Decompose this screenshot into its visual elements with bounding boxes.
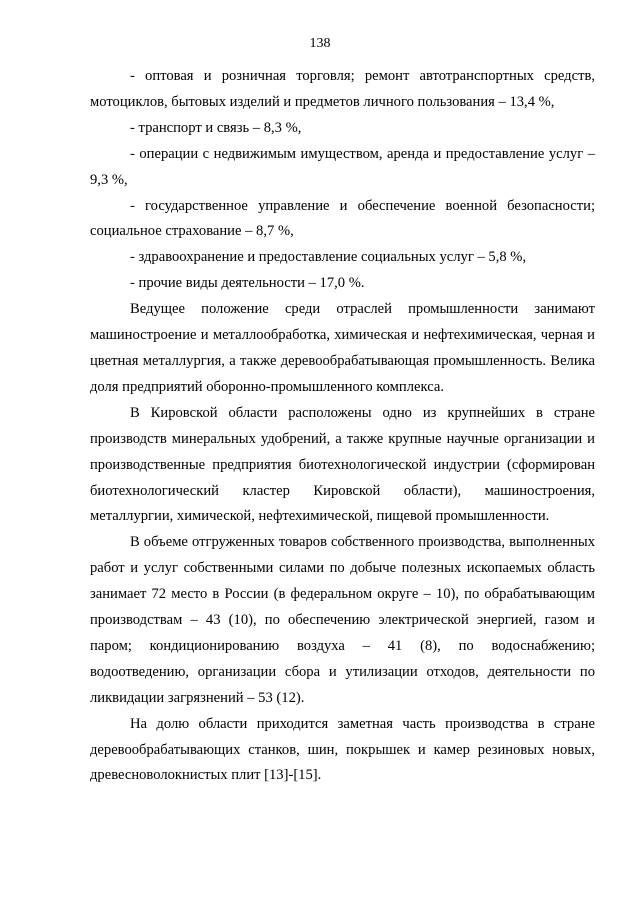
list-item-other-activities: - прочие виды деятельности – 17,0 %. <box>130 275 365 292</box>
paragraph-shipped-goods: В объеме отгруженных товаров собственного производства, выполненных работ и услуг собственными силами по добыче полезных ископаемых область занимает 72 место в России (в федеральном округе – 10), по обрабатывающим производствам – 43 (10), по обеспечению электрической энергией, газом и паром; кондиционированию воздуха – 41 (8), по водоснабжению; водоотведению, организации сбора и утилизации отходов, деятельности по ликвидации загрязнений – 53 (12). <box>90 534 595 706</box>
paragraph-leading-industries: Ведущее положение среди отраслей промышленности занимают машиностроение и металлообработка, химическая и нефтехимическая, черная и цветная металлургия, а также деревообрабатывающая промышленность. Велика доля предприятий оборонно-промышленного комплекса. <box>90 301 595 395</box>
list-item-real-estate: - операции с недвижимым имуществом, аренда и предоставление услуг – 9,3 %, <box>90 145 595 188</box>
paragraph-production-share: На долю области приходится заметная часть производства в стране деревообрабатывающих станков, шин, покрышек и камер резиновых новых, древесноволокнистых плит [13]-[15]. <box>90 715 595 784</box>
list-item-healthcare: - здравоохранение и предоставление социальных услуг – 5,8 %, <box>130 249 527 266</box>
paragraph-kirov-region: В Кировской области расположены одно из крупнейших в стране производств минеральных удобрений, а также крупные научные организации и производственные предприятия биотехнологической индустрии (сформирован биотехнологический кластер Кировской области), машиностроения, металлургии, химической, нефтехимической, пищевой промышленности. <box>90 404 595 525</box>
list-item-transport: - транспорт и связь – 8,3 %, <box>130 119 302 136</box>
list-item-trade: - оптовая и розничная торговля; ремонт автотранспортных средств, мотоциклов, бытовых изделий и предметов личного пользования – 13,4 %, <box>90 68 595 110</box>
list-item-public-administration: - государственное управление и обеспечение военной безопасности; социальное страхование – 8,7 %, <box>90 197 595 240</box>
page-number: 138 <box>309 36 331 51</box>
body-text <box>90 64 595 789</box>
